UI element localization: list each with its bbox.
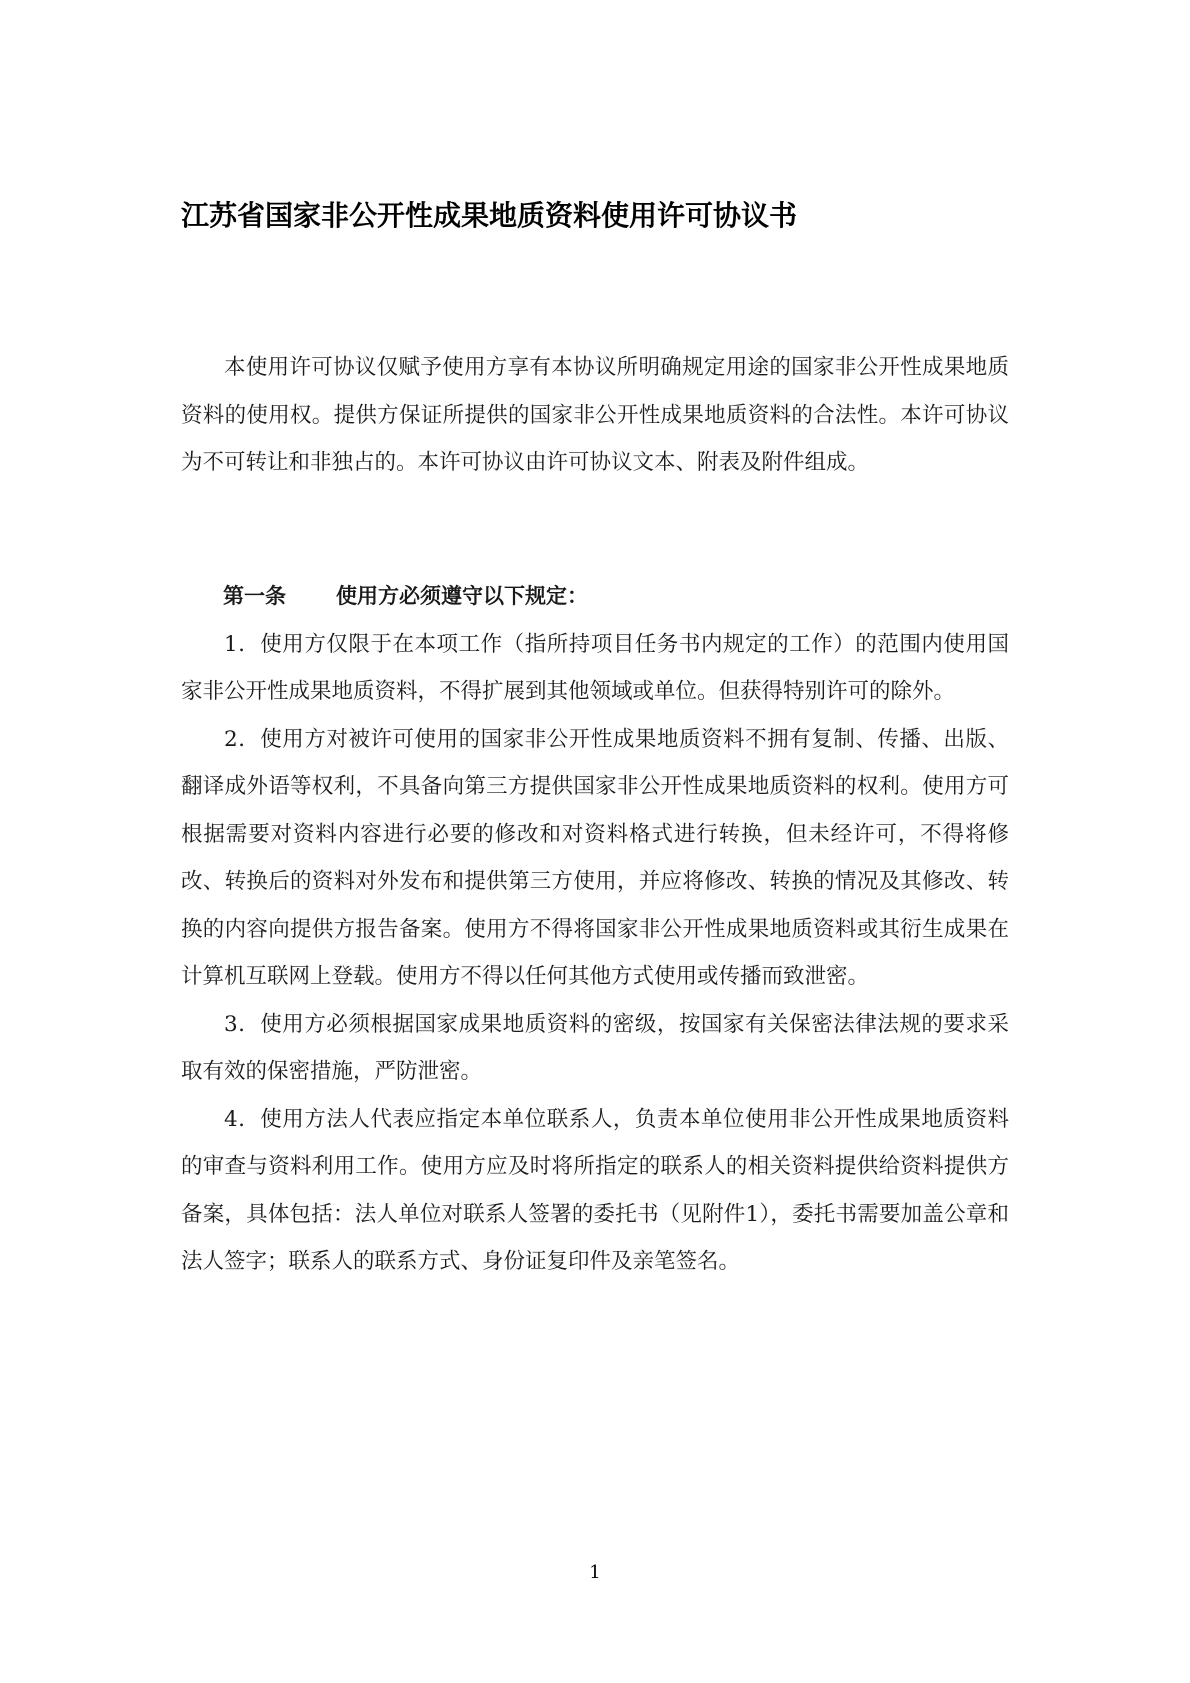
- article-heading: [181, 573, 1009, 621]
- article-number: 第一条: [223, 584, 286, 608]
- clause-4: 4．使用方法人代表应指定本单位联系人，负责本单位使用非公开性成果地质资料的审查与资料利用工作。使用方应及时将所指定的联系人的相关资料提供给资料提供方备案，具体包括：法人单位对联系人签署的委托书（见附件1），委托书需要加盖公章和法人签字；联系人的联系方式、身份证复印件及亲笔签名。: [181, 1106, 1009, 1274]
- article-heading-text: 使用方必须遵守以下规定：: [336, 584, 588, 608]
- intro-section: [181, 344, 1009, 487]
- document-title: 江苏省国家非公开性成果地质资料使用许可协议书: [181, 199, 798, 232]
- clause-3: 3．使用方必须根据国家成果地质资料的密级，按国家有关保密法律法规的要求采取有效的保密措施，严防泄密。: [181, 1011, 1009, 1084]
- article-1-section: [181, 573, 1009, 1286]
- clause-1: 1．使用方仅限于在本项工作（指所持项目任务书内规定的工作）的范围内使用国家非公开性成果地质资料，不得扩展到其他领域或单位。但获得特别许可的除外。: [181, 631, 1009, 704]
- intro-paragraph: 本使用许可协议仅赋予使用方享有本协议所明确规定用途的国家非公开性成果地质资料的使用权。提供方保证所提供的国家非公开性成果地质资料的合法性。本许可协议为不可转让和非独占的。本许可协议由许可协议文本、附表及附件组成。: [181, 355, 1009, 475]
- page-number: 1: [589, 1562, 601, 1583]
- clause-2: 2．使用方对被许可使用的国家非公开性成果地质资料不拥有复制、传播、出版、翻译成外语等权利，不具备向第三方提供国家非公开性成果地质资料的权利。使用方可根据需要对资料内容进行必要的修改和对资料格式进行转换，但未经许可，不得将修改、转换后的资料对外发布和提供第三方使用，并应将修改、转换的情况及其修改、转换的内容向提供方报告备案。使用方不得将国家非公开性成果地质资料或其衍生成果在计算机互联网上登载。使用方不得以任何其他方式使用或传播而致泄密。: [181, 726, 1009, 989]
